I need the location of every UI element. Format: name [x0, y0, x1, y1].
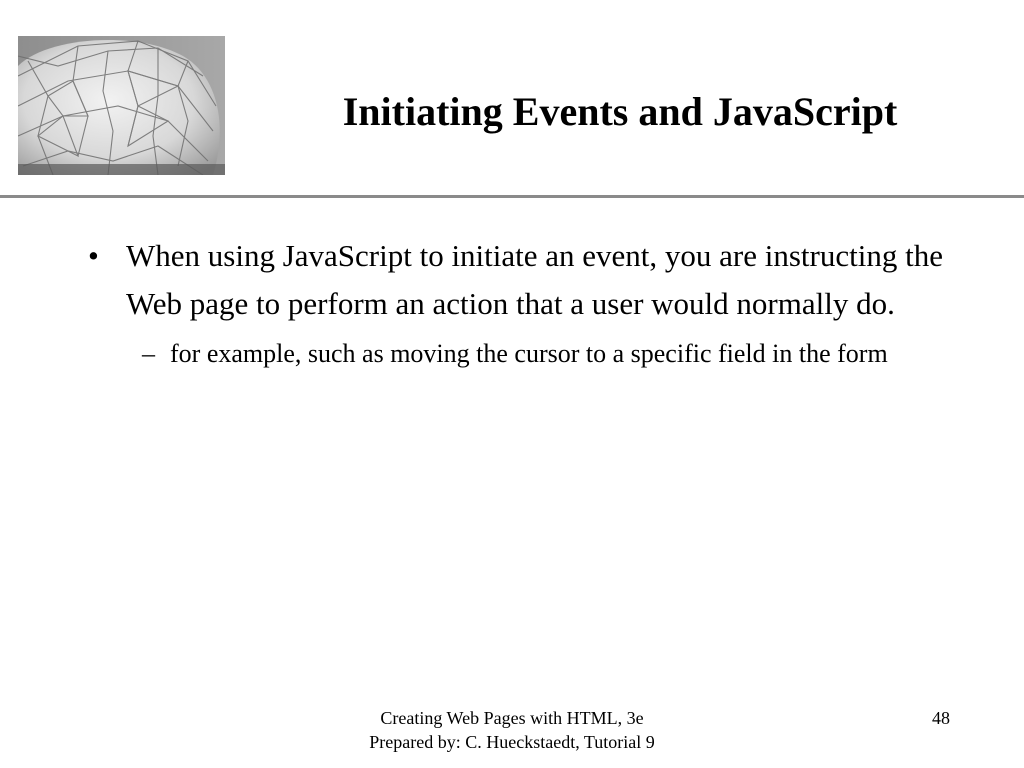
slide-footer [312, 706, 712, 754]
title-divider [0, 195, 1024, 198]
sub-bullet-marker: – [142, 339, 155, 368]
geodesic-dome-photo-icon [18, 36, 225, 175]
page-number: 48 [932, 708, 950, 728]
footer-line-1: Creating Web Pages with HTML, 3e [380, 708, 644, 728]
bullet-item [84, 232, 964, 328]
sub-bullet-text: for example, such as moving the cursor to a specific field in the form [170, 339, 888, 368]
footer-line-2: Prepared by: C. Hueckstaedt, Tutorial 9 [369, 732, 655, 752]
slide-content [84, 232, 964, 374]
sub-bullet-item [136, 334, 900, 374]
slide-title: Initiating Events and JavaScript [342, 89, 898, 134]
bullet-text: When using JavaScript to initiate an event, you are instructing the Web page to perform an action that a user would normally do. [126, 238, 943, 321]
bullet-marker: • [88, 238, 99, 273]
